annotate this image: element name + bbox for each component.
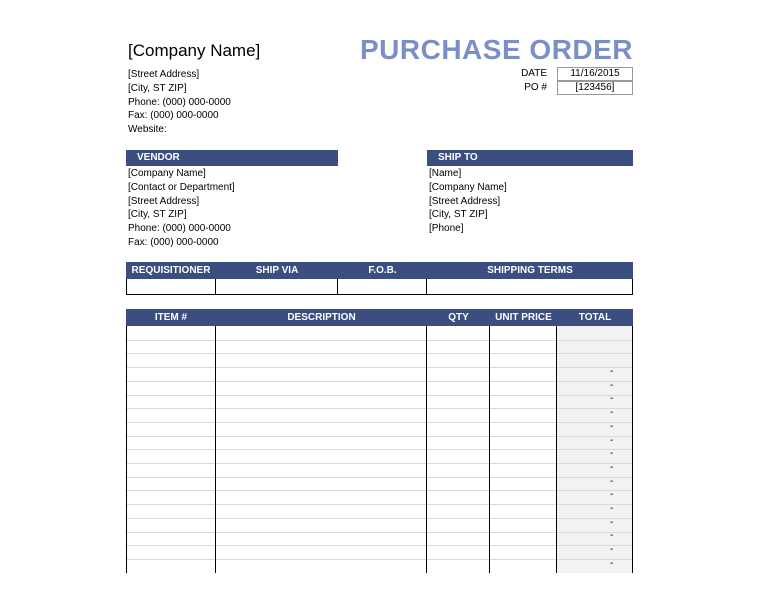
total-cell: - bbox=[610, 489, 614, 500]
vendor-contact: [Contact or Department] bbox=[128, 182, 235, 193]
fax: Fax: (000) 000-0000 bbox=[128, 110, 219, 121]
total-cell: - bbox=[610, 448, 614, 459]
divider bbox=[215, 326, 216, 573]
border-right bbox=[632, 326, 633, 573]
total-cell: - bbox=[610, 530, 614, 541]
description-header: DESCRIPTION bbox=[287, 312, 356, 323]
ship-to-company: [Company Name] bbox=[429, 182, 507, 193]
divider bbox=[215, 279, 216, 295]
vendor-header bbox=[126, 150, 338, 166]
po-number-field[interactable]: [123456] bbox=[557, 81, 633, 95]
website: Website: bbox=[128, 124, 167, 135]
ship-to-phone: [Phone] bbox=[429, 223, 464, 234]
total-header: TOTAL bbox=[578, 312, 612, 323]
divider bbox=[556, 326, 557, 573]
vendor-city: [City, ST ZIP] bbox=[128, 209, 187, 220]
vendor-fax: Fax: (000) 000-0000 bbox=[128, 237, 219, 248]
ship-to-title: SHIP TO bbox=[438, 152, 478, 163]
shipping-terms-header: SHIPPING TERMS bbox=[487, 265, 573, 276]
ship-via-cell[interactable] bbox=[216, 279, 338, 295]
vendor-company: [Company Name] bbox=[128, 168, 206, 179]
total-cell: - bbox=[610, 517, 614, 528]
total-cell: - bbox=[610, 393, 614, 404]
divider bbox=[426, 279, 427, 295]
border-left bbox=[126, 326, 127, 573]
ship-to-name: [Name] bbox=[429, 168, 462, 179]
total-cell: - bbox=[610, 407, 614, 418]
date-label: DATE bbox=[521, 68, 547, 79]
vendor-title: VENDOR bbox=[137, 152, 180, 163]
fob-cell[interactable] bbox=[338, 279, 427, 295]
divider bbox=[489, 326, 490, 573]
divider bbox=[426, 326, 427, 573]
total-cell: - bbox=[610, 421, 614, 432]
company-name: [Company Name] bbox=[128, 41, 261, 60]
unit-price-header: UNIT PRICE bbox=[495, 312, 552, 323]
page-title: PURCHASE ORDER bbox=[360, 34, 634, 65]
total-cell: - bbox=[610, 380, 614, 391]
po-label: PO # bbox=[524, 82, 547, 93]
date-field[interactable]: 11/16/2015 bbox=[557, 67, 633, 81]
street-address: [Street Address] bbox=[128, 69, 200, 80]
total-cell: - bbox=[610, 462, 614, 473]
total-cell: - bbox=[610, 544, 614, 555]
vendor-street: [Street Address] bbox=[128, 196, 200, 207]
ship-to-header bbox=[427, 150, 633, 166]
total-cell: - bbox=[610, 503, 614, 514]
city-state-zip: [City, ST ZIP] bbox=[128, 83, 187, 94]
ship-to-city: [City, ST ZIP] bbox=[429, 209, 488, 220]
vendor-phone: Phone: (000) 000-0000 bbox=[128, 223, 231, 234]
qty-header: QTY bbox=[448, 312, 469, 323]
ship-via-header: SHIP VIA bbox=[255, 265, 299, 276]
requisitioner-cell[interactable] bbox=[126, 279, 216, 295]
item-number-header: ITEM # bbox=[154, 312, 188, 323]
phone: Phone: (000) 000-0000 bbox=[128, 97, 231, 108]
ship-to-street: [Street Address] bbox=[429, 196, 501, 207]
total-cell: - bbox=[610, 435, 614, 446]
divider bbox=[337, 279, 338, 295]
requisitioner-header: REQUISITIONER bbox=[131, 265, 211, 276]
total-cell: - bbox=[610, 366, 614, 377]
total-cell: - bbox=[610, 476, 614, 487]
shipping-terms-cell[interactable] bbox=[427, 279, 633, 295]
fob-header: F.O.B. bbox=[368, 265, 397, 276]
total-cell: - bbox=[610, 558, 614, 569]
